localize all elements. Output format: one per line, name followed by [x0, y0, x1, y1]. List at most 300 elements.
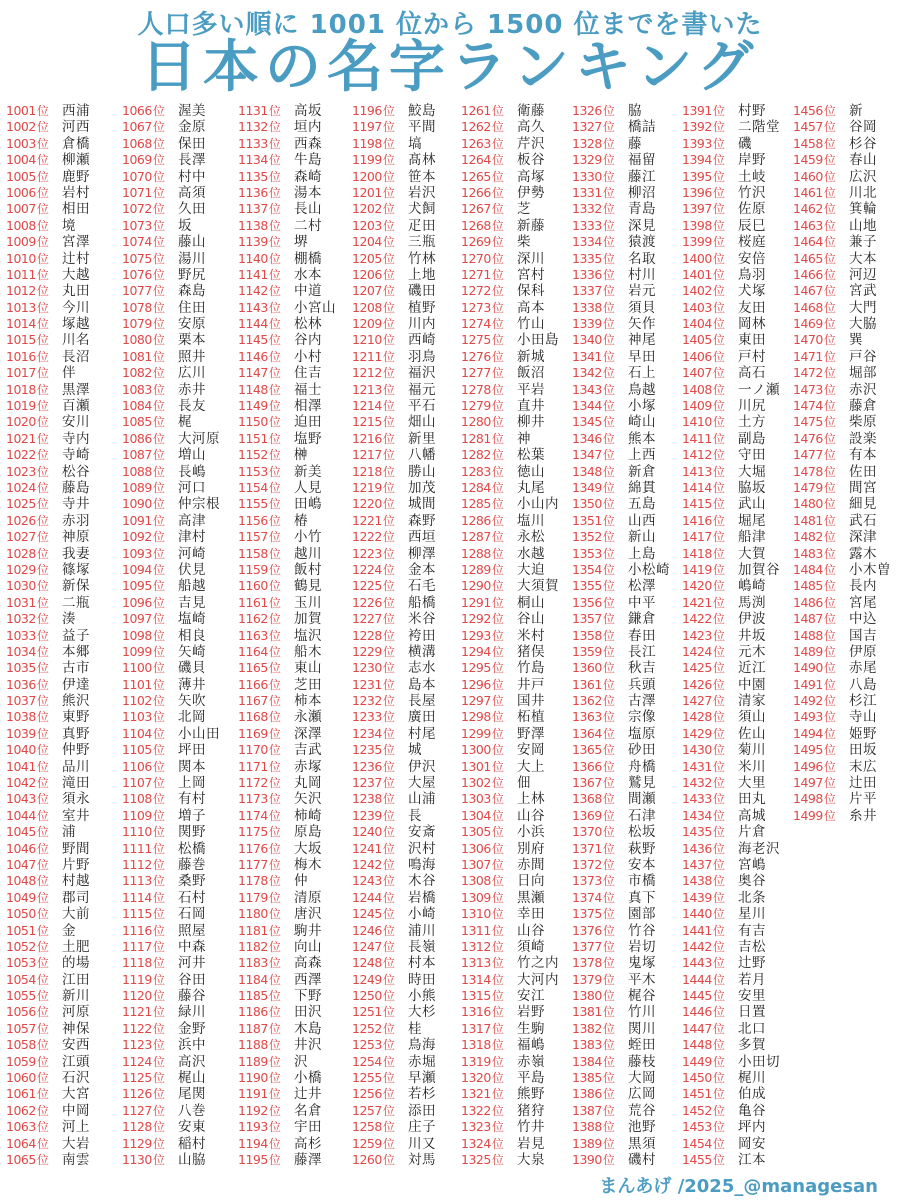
ranking-entry: [461, 660, 573, 676]
surname: 高森: [294, 955, 322, 972]
surname: 福元: [408, 381, 436, 398]
surname: 川内: [408, 316, 436, 333]
ranking-entry: [572, 513, 684, 529]
ranking-entry: [238, 119, 350, 135]
ranking-entry: [572, 890, 684, 906]
ranking-entry: [352, 480, 464, 496]
ranking-entry: [238, 709, 350, 725]
rank-label: 1147位: [238, 365, 281, 381]
surname: 梅木: [294, 856, 322, 873]
rank-label: 1068位: [122, 135, 165, 151]
surname: 石岡: [178, 906, 206, 923]
rank-label: 1209位: [352, 316, 395, 332]
surname: 一ノ瀬: [738, 381, 780, 398]
rank-label: 1456位: [793, 103, 836, 118]
surname: 副島: [738, 430, 766, 447]
rank-label: 1312位: [461, 938, 504, 954]
ranking-entry: [122, 890, 234, 906]
rank-label: 1470位: [793, 332, 836, 348]
surname: 我妻: [62, 545, 90, 562]
rank-label: 1388位: [572, 1119, 615, 1135]
surname: 塩川: [517, 512, 545, 529]
surname: 小橋: [294, 1070, 322, 1087]
rank-label: 1018位: [6, 381, 49, 397]
surname: 宮嶋: [738, 856, 766, 873]
rank-label: 1386位: [572, 1086, 615, 1102]
rank-label: 1437位: [682, 856, 725, 872]
surname: 有吉: [738, 922, 766, 939]
ranking-entry: [6, 398, 118, 414]
ranking-entry: [793, 283, 900, 299]
rank-label: 1385位: [572, 1070, 615, 1086]
surname: 保田: [178, 135, 206, 152]
ranking-entry: [6, 152, 118, 168]
surname: 照屋: [178, 922, 206, 939]
surname: 新城: [517, 348, 545, 365]
surname: 滝田: [62, 775, 90, 792]
surname: 赤沢: [849, 381, 877, 398]
rank-label: 1222位: [352, 529, 395, 545]
surname: 鳥越: [628, 381, 656, 398]
ranking-entry: [122, 677, 234, 693]
rank-label: 1478位: [793, 463, 836, 479]
ranking-entry: [6, 169, 118, 185]
surname: 対馬: [408, 1152, 436, 1168]
surname: 八幡: [408, 447, 436, 464]
rank-label: 1171位: [238, 758, 281, 774]
rank-label: 1436位: [682, 840, 725, 856]
ranking-entry: [461, 1054, 573, 1070]
ranking-entry: [572, 660, 684, 676]
surname: 加茂: [408, 479, 436, 496]
rank-label: 1007位: [6, 201, 49, 217]
surname: 坪田: [178, 742, 206, 759]
rank-label: 1183位: [238, 955, 281, 971]
ranking-entry: [682, 1070, 794, 1086]
rank-label: 1439位: [682, 889, 725, 905]
surname: 西崎: [408, 332, 436, 349]
surname: 兼子: [849, 234, 877, 251]
ranking-entry: [682, 316, 794, 332]
rank-label: 1318位: [461, 1037, 504, 1053]
ranking-entry: [682, 611, 794, 627]
rank-label: 1257位: [352, 1102, 395, 1118]
ranking-entry: [122, 1037, 234, 1053]
rank-label: 1249位: [352, 971, 395, 987]
rank-label: 1186位: [238, 1004, 281, 1020]
ranking-entry: [682, 955, 794, 971]
surname: 川又: [408, 1135, 436, 1152]
rank-label: 1233位: [352, 709, 395, 725]
ranking-entry: [572, 791, 684, 807]
rank-label: 1321位: [461, 1086, 504, 1102]
ranking-entry: [122, 1021, 234, 1037]
surname: 広川: [178, 365, 206, 382]
rank-label: 1345位: [572, 414, 615, 430]
rank-label: 1469位: [793, 316, 836, 332]
surname: 緑川: [178, 1004, 206, 1021]
ranking-entry: [122, 906, 234, 922]
rank-label: 1462位: [793, 201, 836, 217]
rank-label: 1452位: [682, 1102, 725, 1118]
surname: 安原: [178, 316, 206, 333]
surname: 松橋: [178, 840, 206, 857]
surname: 羽鳥: [408, 348, 436, 365]
rank-label: 1338位: [572, 299, 615, 315]
surname: 仲宗根: [178, 496, 220, 513]
rank-label: 1152位: [238, 447, 281, 463]
ranking-entry: [6, 119, 118, 135]
rank-label: 1349位: [572, 479, 615, 495]
rank-label: 1284位: [461, 479, 504, 495]
surname: 鳥海: [408, 1037, 436, 1054]
surname: 西澤: [294, 971, 322, 988]
ranking-entry: [461, 611, 573, 627]
ranking-entry: [238, 365, 350, 381]
ranking-entry: [682, 218, 794, 234]
rank-label: 1203位: [352, 217, 395, 233]
surname: 上林: [517, 791, 545, 808]
rank-label: 1014位: [6, 316, 49, 332]
ranking-entry: [461, 218, 573, 234]
surname: 幸田: [517, 906, 545, 923]
ranking-entry: [572, 709, 684, 725]
ranking-entry: [572, 1054, 684, 1070]
rank-label: 1162位: [238, 611, 281, 627]
rank-label: 1364位: [572, 725, 615, 741]
rank-label: 1084位: [122, 398, 165, 414]
surname: 岡安: [738, 1135, 766, 1152]
rank-label: 1253位: [352, 1037, 395, 1053]
surname: 橋詰: [628, 119, 656, 136]
surname: 大前: [62, 906, 90, 923]
rank-label: 1394位: [682, 152, 725, 168]
rank-label: 1217位: [352, 447, 395, 463]
rank-label: 1292位: [461, 611, 504, 627]
ranking-entry: [352, 857, 464, 873]
ranking-entry: [461, 775, 573, 791]
ranking-entry: [6, 464, 118, 480]
surname: 森野: [408, 512, 436, 529]
rank-label: 1072位: [122, 201, 165, 217]
ranking-entry: [682, 709, 794, 725]
ranking-entry: [122, 562, 234, 578]
rank-label: 1223位: [352, 545, 395, 561]
rank-label: 1028位: [6, 545, 49, 561]
rank-label: 1376位: [572, 922, 615, 938]
rank-label: 1201位: [352, 184, 395, 200]
rank-label: 1323位: [461, 1119, 504, 1135]
rank-label: 1457位: [793, 119, 836, 135]
ranking-entry: [682, 185, 794, 201]
ranking-entry: [682, 1037, 794, 1053]
ranking-entry: [352, 726, 464, 742]
surname: 有村: [178, 791, 206, 808]
rank-label: 1384位: [572, 1053, 615, 1069]
ranking-entry: [6, 923, 118, 939]
rank-label: 1047位: [6, 856, 49, 872]
rank-label: 1197位: [352, 119, 395, 135]
rank-label: 1198位: [352, 135, 395, 151]
rank-label: 1228位: [352, 627, 395, 643]
surname: 中森: [178, 938, 206, 955]
ranking-entry: [6, 595, 118, 611]
ranking-entry: [352, 1004, 464, 1020]
rank-label: 1459位: [793, 152, 836, 168]
surname: 米川: [738, 758, 766, 775]
ranking-entry: [682, 349, 794, 365]
rank-label: 1272位: [461, 283, 504, 299]
ranking-entry: [682, 1136, 794, 1152]
ranking-entry: [6, 1136, 118, 1152]
ranking-entry: [238, 1037, 350, 1053]
ranking-entry: [793, 119, 900, 135]
surname: 長嶋: [178, 463, 206, 480]
surname: 松谷: [62, 463, 90, 480]
ranking-entry: [238, 251, 350, 267]
rank-label: 1467位: [793, 283, 836, 299]
surname: 宗像: [628, 709, 656, 726]
rank-label: 1030位: [6, 578, 49, 594]
surname: 野澤: [517, 725, 545, 742]
rank-label: 1184位: [238, 971, 281, 987]
rank-label: 1403位: [682, 299, 725, 315]
rank-label: 1332位: [572, 201, 615, 217]
rank-label: 1054位: [6, 971, 49, 987]
surname: 沢: [294, 1053, 308, 1070]
ranking-entry: [682, 1054, 794, 1070]
surname: 浦川: [408, 922, 436, 939]
ranking-entry: [572, 382, 684, 398]
surname: 神: [517, 430, 531, 447]
rank-label: 1311位: [461, 922, 504, 938]
ranking-entry: [352, 513, 464, 529]
ranking-entry: [352, 496, 464, 512]
surname: 神保: [62, 1020, 90, 1037]
rank-label: 1435位: [682, 824, 725, 840]
rank-label: 1431位: [682, 758, 725, 774]
ranking-entry: [352, 316, 464, 332]
surname: 仲野: [62, 742, 90, 759]
surname: 柘植: [517, 709, 545, 726]
ranking-entry: [122, 1054, 234, 1070]
ranking-column: [6, 103, 118, 1169]
rank-label: 1326位: [572, 103, 615, 118]
ranking-entry: [238, 332, 350, 348]
rank-label: 1122位: [122, 1020, 165, 1036]
surname: 柿本: [294, 693, 322, 710]
surname: 木島: [294, 1020, 322, 1037]
rank-label: 1027位: [6, 529, 49, 545]
ranking-entry: [793, 578, 900, 594]
ranking-entry: [352, 1054, 464, 1070]
surname: 鳴海: [408, 856, 436, 873]
ranking-entry: [122, 791, 234, 807]
surname: 津村: [178, 529, 206, 546]
ranking-entry: [461, 251, 573, 267]
surname: 古澤: [628, 693, 656, 710]
rank-label: 1159位: [238, 561, 281, 577]
ranking-entry: [6, 709, 118, 725]
ranking-entry: [6, 414, 118, 430]
ranking-entry: [572, 955, 684, 971]
surname: 深見: [628, 217, 656, 234]
rank-label: 1034位: [6, 643, 49, 659]
rank-label: 1418位: [682, 545, 725, 561]
ranking-entry: [352, 1119, 464, 1135]
surname: 坪内: [738, 1119, 766, 1136]
surname: 梶山: [178, 1070, 206, 1087]
rank-label: 1042位: [6, 775, 49, 791]
surname: 井沢: [294, 1037, 322, 1054]
surname: 佐田: [849, 463, 877, 480]
ranking-entry: [793, 103, 900, 119]
rank-label: 1086位: [122, 430, 165, 446]
surname: 巽: [849, 332, 863, 349]
surname: 桐山: [517, 594, 545, 611]
surname: 小木曽: [849, 561, 891, 578]
ranking-entry: [793, 332, 900, 348]
rank-label: 1056位: [6, 1004, 49, 1020]
rank-label: 1305位: [461, 824, 504, 840]
surname: 岩橋: [408, 889, 436, 906]
rank-label: 1246位: [352, 922, 395, 938]
ranking-entry: [238, 300, 350, 316]
surname: 桂: [408, 1020, 422, 1037]
ranking-entry: [461, 1004, 573, 1020]
surname: 山西: [628, 512, 656, 529]
rank-label: 1473位: [793, 381, 836, 397]
surname: 伊沢: [408, 758, 436, 775]
ranking-entry: [793, 808, 900, 824]
surname: 名倉: [294, 1102, 322, 1119]
surname: 猪狩: [517, 1102, 545, 1119]
rank-label: 1112位: [122, 856, 165, 872]
surname: 鳥羽: [738, 266, 766, 283]
rank-label: 1219位: [352, 479, 395, 495]
rank-label: 1420位: [682, 578, 725, 594]
surname: 南雲: [62, 1152, 90, 1168]
surname: 畑山: [408, 414, 436, 431]
surname: 藤江: [628, 168, 656, 185]
rank-label: 1329位: [572, 152, 615, 168]
ranking-entry: [238, 955, 350, 971]
rank-label: 1235位: [352, 742, 395, 758]
rank-label: 1297位: [461, 693, 504, 709]
surname: 赤間: [517, 856, 545, 873]
rank-label: 1334位: [572, 234, 615, 250]
ranking-entry: [6, 611, 118, 627]
ranking-entry: [6, 349, 118, 365]
ranking-entry: [461, 398, 573, 414]
ranking-entry: [238, 873, 350, 889]
surname: 本郷: [62, 643, 90, 660]
ranking-entry: [572, 546, 684, 562]
surname: 広岡: [628, 1086, 656, 1103]
surname: 湊: [62, 611, 76, 628]
rank-label: 1276位: [461, 348, 504, 364]
ranking-entry: [572, 873, 684, 889]
surname: 山地: [849, 217, 877, 234]
rank-label: 1288位: [461, 545, 504, 561]
ranking-entry: [461, 201, 573, 217]
ranking-entry: [572, 824, 684, 840]
surname: 戸村: [738, 348, 766, 365]
ranking-entry: [572, 529, 684, 545]
rank-label: 1063位: [6, 1119, 49, 1135]
ranking-entry: [461, 791, 573, 807]
ranking-entry: [238, 1086, 350, 1102]
surname: 笹本: [408, 168, 436, 185]
ranking-entry: [122, 332, 234, 348]
surname: 芹沢: [517, 135, 545, 152]
ranking-entry: [461, 1086, 573, 1102]
surname: 磯貝: [178, 660, 206, 677]
surname: 坂: [178, 217, 192, 234]
surname: 久田: [178, 201, 206, 218]
surname: 平間: [408, 119, 436, 136]
ranking-entry: [793, 480, 900, 496]
rank-label: 1488位: [793, 627, 836, 643]
rank-label: 1495位: [793, 742, 836, 758]
surname: 大屋: [408, 775, 436, 792]
surname: 西浦: [62, 103, 90, 119]
rank-label: 1451位: [682, 1086, 725, 1102]
ranking-entry: [352, 988, 464, 1004]
ranking-entry: [352, 677, 464, 693]
ranking-entry: [6, 562, 118, 578]
ranking-entry: [682, 267, 794, 283]
surname: 石毛: [408, 578, 436, 595]
surname: 菊川: [738, 742, 766, 759]
rank-label: 1029位: [6, 561, 49, 577]
rank-label: 1099位: [122, 643, 165, 659]
rank-label: 1395位: [682, 168, 725, 184]
ranking-entry: [682, 644, 794, 660]
rank-label: 1156位: [238, 512, 281, 528]
rank-label: 1421位: [682, 594, 725, 610]
ranking-entry: [572, 1070, 684, 1086]
ranking-entry: [238, 398, 350, 414]
ranking-entry: [461, 955, 573, 971]
rank-label: 1061位: [6, 1086, 49, 1102]
surname: 二村: [294, 217, 322, 234]
surname: 宮尾: [849, 594, 877, 611]
rank-label: 1298位: [461, 709, 504, 725]
surname: 徳山: [517, 463, 545, 480]
surname: 竹井: [517, 1119, 545, 1136]
surname: 犬飼: [408, 201, 436, 218]
rank-label: 1011位: [6, 266, 49, 282]
surname: 伴: [62, 365, 76, 382]
surname: 塩原: [628, 725, 656, 742]
surname: 新山: [628, 529, 656, 546]
ranking-entry: [793, 382, 900, 398]
surname: 高本: [517, 299, 545, 316]
ranking-column: [793, 103, 900, 1169]
rank-label: 1289位: [461, 561, 504, 577]
surname: 小山内: [517, 496, 559, 513]
rank-label: 1163位: [238, 627, 281, 643]
ranking-entry: [6, 283, 118, 299]
rank-label: 1192位: [238, 1102, 281, 1118]
ranking-entry: [682, 1021, 794, 1037]
surname: 城: [408, 742, 422, 759]
surname: 佃: [517, 775, 531, 792]
surname: 米谷: [408, 611, 436, 628]
ranking-entry: [122, 234, 234, 250]
ranking-entry: [6, 1054, 118, 1070]
